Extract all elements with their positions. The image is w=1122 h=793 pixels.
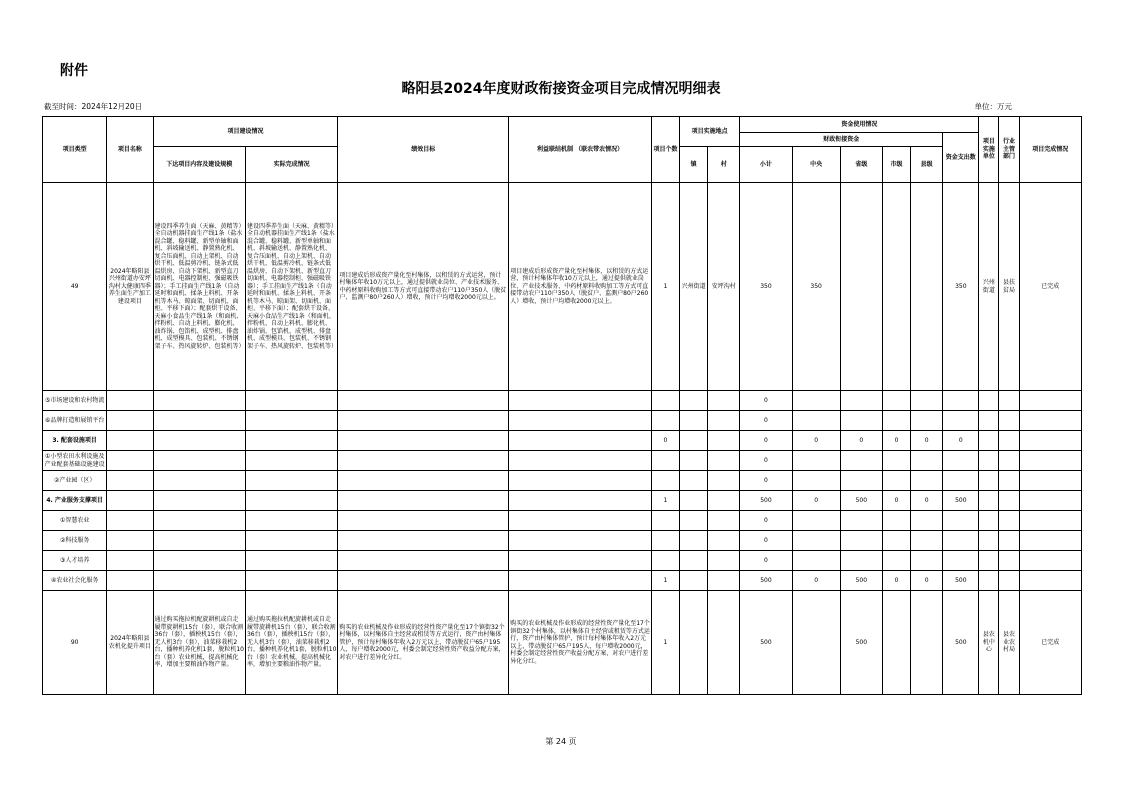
- row-count: [651, 551, 679, 571]
- row-central: [792, 411, 840, 431]
- row-city: [882, 451, 910, 471]
- row-subtotal: 0: [740, 551, 792, 571]
- row-city: 0: [882, 491, 910, 511]
- row-county: [911, 391, 943, 411]
- row-spent: [943, 411, 979, 431]
- row-central: [792, 511, 840, 531]
- header-type: 项目类型: [43, 117, 107, 183]
- row-spent: 500: [943, 571, 979, 591]
- row49-plan: 建设四季养生面（天麻、黄精等）全自动机器挂面生产线1条（盐水混合罐、稳料罐、新型单轴和面机、斜坡输送机、静置熟化机、复合压面机、自动上架机、自动烘干机、低温剪冷机、链条式低温烘房、自动下架机、新型直刀切面机、电器控制柜、强磁吸铁器）；手工挂面生产线1条（自动延时和面机、揉条上料机、开条机等木马、晾面架、切面机、面柜、平移下面）；配套烘干设备、天麻小食品生产线1条（和面机、拌粉机、自动上料机、膨化机、油炸锅、包馅机、成型机、排盘机、成型模具、包装机、不锈钢架子车、热风旋转炉、包装机等）: [153, 183, 245, 391]
- row-subtotal: 0: [740, 431, 792, 451]
- row-count: [651, 511, 679, 531]
- table-row: [43, 551, 1082, 571]
- row-central: [792, 471, 840, 491]
- table-row: [43, 571, 1082, 591]
- row-city: 0: [882, 431, 910, 451]
- header-benefit: 利益联结机制 （联农带农情况）: [509, 117, 652, 183]
- row90-count: 1: [651, 591, 679, 695]
- table-row: [43, 511, 1082, 531]
- row-province: [840, 531, 882, 551]
- row-county: [911, 411, 943, 431]
- row-type: ③人才培养: [43, 551, 107, 571]
- row-spent: 500: [943, 491, 979, 511]
- row-central: [792, 551, 840, 571]
- row49-count: 1: [651, 183, 679, 391]
- header-actual: 实际完成情况: [245, 147, 337, 183]
- row49-dept: 县扶贫局: [999, 183, 1019, 391]
- row90-goal: 购买的农业机械及作业形成的经营性资产量化至17个镇街32个村集体，以村集体自主经营或租赁等方式运行，资产由村集体管护，预计每村集体年收入2万元以上，带动脱贫户65户195人，每户增收2000元，村委会制定经营性资产收益分配方案，对农户进行差异化分红。: [338, 591, 509, 695]
- header-plan: 下达项目内容及建设规模: [153, 147, 245, 183]
- as-of-date: 截至时间：2024年12月20日: [44, 102, 143, 111]
- row90-status: 已完成: [1019, 591, 1081, 695]
- row-county: [911, 531, 943, 551]
- row-spent: [943, 511, 979, 531]
- row-province: [840, 411, 882, 431]
- row90-benefit: 购买的农业机械及作业形成的经营性资产量化至17个镇街32个村集体，以村集体自主经营或租赁等方式运行，资产由村集体管护，预计每村集体年收入2万元以上，带动脱贫户65户195人，每户增收2000元，村委会制定经营性资产收益分配方案，对农户进行差异化分红。: [509, 591, 652, 695]
- row-subtotal: 0: [740, 391, 792, 411]
- table-row: [43, 411, 1082, 431]
- row49-county: [911, 183, 943, 391]
- row90-dept: 县农业农村局: [999, 591, 1019, 695]
- row-type: ④农业社会化服务: [43, 571, 107, 591]
- row-count: 1: [651, 491, 679, 511]
- row-spent: [943, 531, 979, 551]
- row-spent: [943, 391, 979, 411]
- row-subtotal: 0: [740, 511, 792, 531]
- row-central: [792, 451, 840, 471]
- row-province: [840, 551, 882, 571]
- header-unit: 项目实施单位: [979, 117, 999, 183]
- row-count: [651, 471, 679, 491]
- row-central: [792, 531, 840, 551]
- row-subtotal: 500: [740, 491, 792, 511]
- row90-plan: 通过购买拖拉机配旋耕机或自走履带旋耕机15台（套），联合收割36台（套），插秧机15台（套），无人机3台（套），油菜移栽机2台，播种机养化机1套，脱粒机10台（套）农业机械，提高机械化率，增加主要粮油作物产量。: [153, 591, 245, 695]
- table-row: [43, 531, 1082, 551]
- header-subtotal: 小计: [740, 147, 792, 183]
- row-count: [651, 391, 679, 411]
- header-province: 省级: [840, 147, 882, 183]
- row49-spent: 350: [943, 183, 979, 391]
- table-row: [43, 591, 1082, 695]
- header-city: 市级: [882, 147, 910, 183]
- row-spent: [943, 471, 979, 491]
- row-subtotal: 0: [740, 531, 792, 551]
- row-subtotal: 500: [740, 571, 792, 591]
- row-central: [792, 391, 840, 411]
- page-number: 第 24 页: [545, 737, 577, 746]
- row49-actual: 建设四季养生面（天麻、黄精等）全自动机器挂面生产线1条（盐水混合罐、稳料罐、新型单轴和面机、斜坡输送机、静置熟化机、复合压面机、自动上架机、自动烘干机、低温剪冷机、链条式低温烘房、自动下架机、新型直刀切面机、电器控制柜、强磁吸铁器）；手工挂面生产线1条（自动延时和面机、揉条上料机、开条机等木马、晾面架、切面机、面柜、平移下面）；配套烘干设备、天麻小食品生产线1条（和面机、拌粉机、自动上料机、膨化机、油炸锅、包馅机、成型机、排盘机、成型模具、包装机、不锈钢架子车、热风旋转炉、包装机等）: [245, 183, 337, 391]
- table-row: [43, 451, 1082, 471]
- row-central: 0: [792, 571, 840, 591]
- row-county: [911, 511, 943, 531]
- row-type: ①小型农田水利设施及产业配套基础设施建设: [43, 451, 107, 471]
- row-type: ⑥品牌打造和展销平台: [43, 411, 107, 431]
- row-subtotal: 0: [740, 411, 792, 431]
- row-spent: 0: [943, 431, 979, 451]
- row-type: 3. 配套设施项目: [43, 431, 107, 451]
- unit-label: 单位：万元: [974, 102, 1012, 111]
- row-count: [651, 411, 679, 431]
- header-name: 项目名称: [107, 117, 153, 183]
- row90-subtotal: 500: [740, 591, 792, 695]
- header-central: 中央: [792, 147, 840, 183]
- row49-subtotal: 350: [740, 183, 792, 391]
- header-funds: 资金使用情况: [740, 117, 979, 133]
- row49-no: 49: [43, 183, 107, 391]
- row-central: 0: [792, 431, 840, 451]
- row-central: 0: [792, 491, 840, 511]
- row90-actual: 通过购买拖拉机配旋耕机或自走履带旋耕机15台（套），联合收割36台（套），插秧机15台（套），无人机3台（套），油菜移栽机2台，播种机养化机1套，脱粒机10台（套）农业机械，提高机械化率，增加主要粮油作物产量。: [245, 591, 337, 695]
- row-city: [882, 391, 910, 411]
- row-city: [882, 411, 910, 431]
- row49-town: 兴州街道: [680, 183, 708, 391]
- table-row: [43, 471, 1082, 491]
- row-type: ⑤市场建设和农村物流: [43, 391, 107, 411]
- row-spent: [943, 551, 979, 571]
- header-status: 项目完成情况: [1019, 117, 1081, 183]
- row-city: [882, 551, 910, 571]
- page-title: 略阳县2024年度财政衔接资金项目完成情况明细表: [401, 81, 721, 97]
- row-province: [840, 451, 882, 471]
- row-province: [840, 471, 882, 491]
- row-county: [911, 551, 943, 571]
- row90-spent: 500: [943, 591, 979, 695]
- header-count: 项目个数: [651, 117, 679, 183]
- row49-central: 350: [792, 183, 840, 391]
- row-province: 500: [840, 571, 882, 591]
- row49-village: 安坪沟村: [708, 183, 740, 391]
- header-spent: 资金支出数: [943, 133, 979, 183]
- header-build: 项目建设情况: [153, 117, 338, 147]
- row-city: 0: [882, 571, 910, 591]
- row-county: 0: [911, 491, 943, 511]
- row49-city: [882, 183, 910, 391]
- row-count: [651, 451, 679, 471]
- row-city: [882, 511, 910, 531]
- row90-name: 2024年略阳县农机化提升项目: [107, 591, 153, 695]
- table-row: [43, 491, 1082, 511]
- table-row: [43, 391, 1082, 411]
- row-count: 0: [651, 431, 679, 451]
- row90-no: 90: [43, 591, 107, 695]
- row-city: [882, 471, 910, 491]
- header-location: 项目实施地点: [680, 117, 740, 147]
- row49-province: [840, 183, 882, 391]
- header-goal: 绩效目标: [338, 117, 509, 183]
- row90-province: 500: [840, 591, 882, 695]
- project-table: [42, 116, 1082, 695]
- row49-name: 2024年略阳县兴州街道办安坪沟村大健康四季养生面生产加工建设项目: [107, 183, 153, 391]
- row-city: [882, 531, 910, 551]
- row49-unit: 兴州街道: [979, 183, 999, 391]
- row49-benefit: 项目建成后形成资产量化至村集体，以租赁的方式运营，预计村集体年收10万元以上，通过提供就业岗位、产业技术服务、中药材原料收购加工等方式可直接带动农户110户350人（脱贫户、监测户80户260人）增收，预计户均增收2000元以上。: [509, 183, 652, 391]
- row-county: 0: [911, 431, 943, 451]
- header-village: 村: [708, 147, 740, 183]
- row-province: 500: [840, 491, 882, 511]
- row-county: 0: [911, 571, 943, 591]
- row-type: 4. 产业服务支撑项目: [43, 491, 107, 511]
- row-spent: [943, 451, 979, 471]
- row-type: ②产业园（区）: [43, 471, 107, 491]
- row-count: 1: [651, 571, 679, 591]
- attachment-label: 附件: [60, 63, 88, 79]
- row-county: [911, 471, 943, 491]
- header-town: 镇: [680, 147, 708, 183]
- header-dept: 行业主管部门: [999, 117, 1019, 183]
- row49-goal: 项目建成后形成资产量化至村集体，以租赁的方式运营，预计村集体年收10万元以上，通过提供就业岗位、产业技术服务、中药材原料收购加工等方式可直接带动农户110户350人（脱贫户、监测户80户260人）增收，预计户均增收2000元以上。: [338, 183, 509, 391]
- row-province: 0: [840, 431, 882, 451]
- row-province: [840, 511, 882, 531]
- row-type: ②科技服务: [43, 531, 107, 551]
- table-row: [43, 183, 1082, 391]
- row90-unit: 县农机中心: [979, 591, 999, 695]
- row-subtotal: 0: [740, 471, 792, 491]
- row-county: [911, 451, 943, 471]
- row-subtotal: 0: [740, 451, 792, 471]
- row-count: [651, 531, 679, 551]
- row-type: ①智慧农业: [43, 511, 107, 531]
- header-fiscal: 财政衔接资金: [740, 133, 943, 147]
- header-county: 县级: [911, 147, 943, 183]
- row49-status: 已完成: [1019, 183, 1081, 391]
- table-row: [43, 431, 1082, 451]
- row-province: [840, 391, 882, 411]
